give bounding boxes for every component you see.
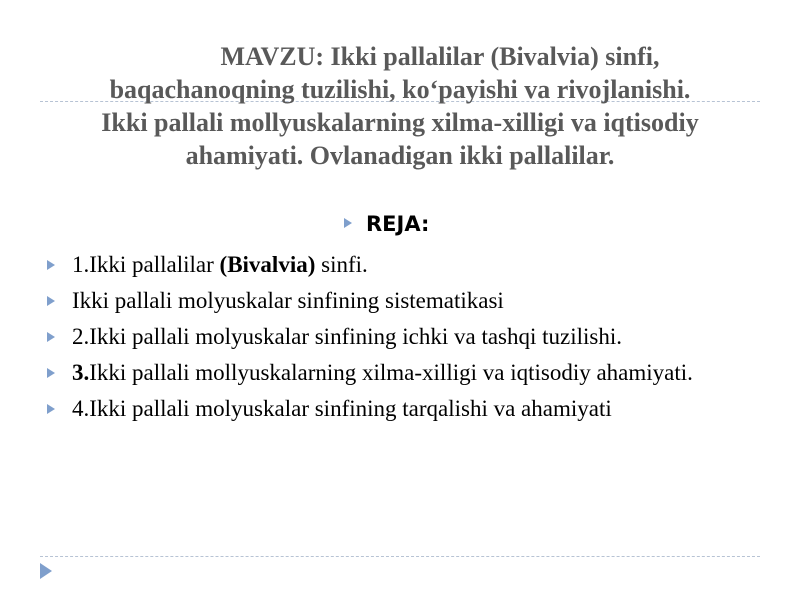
item-text-bold: (Bivalvia) [219,252,316,277]
triangle-bullet-icon [47,404,55,414]
list-item [47,286,747,316]
title-line-2: baqachanoqning tuzilishi, ko‘payishi va rivojlanishi. [109,75,691,104]
list-item [47,394,747,424]
item-text-post: sinfi. [315,252,368,277]
triangle-bullet-icon [47,332,55,342]
item-text-post: Ikki pallali mollyuskalarning xilma-xilligi va iqtisodiy ahamiyati. [89,360,693,385]
triangle-bullet-icon [47,368,55,378]
list-item [47,250,747,280]
title-line-4: ahamiyati. Ovlanadigan ikki pallalilar. [185,141,615,170]
triangle-bullet-icon [47,260,55,270]
list-item [47,322,747,352]
title-line-3: Ikki pallali mollyuskalarning xilma-xilligi va iqtisodiy [101,108,699,137]
title-line-1: MAVZU: Ikki pallalilar (Bivalvia) sinfi, [220,42,660,71]
reja-heading [344,212,429,236]
bottom-divider [40,556,760,557]
item-text-pre: 2.Ikki pallali molyuskalar sinfining ichki va tashqi tuzilishi. [72,324,623,349]
list-item [47,358,747,388]
item-text-pre: 1.Ikki pallalilar [72,252,220,277]
triangle-bullet-icon [344,218,352,228]
item-text-pre: Ikki pallali molyuskalar sinfining sistematikasi [72,288,504,313]
item-text-pre: 4.Ikki pallali molyuskalar sinfining tarqalishi va ahamiyati [72,396,612,421]
slide-title [40,40,760,172]
next-slide-arrow-icon[interactable] [40,563,52,579]
plan-list [47,250,747,430]
item-text-bold: 3. [72,360,90,385]
reja-label: REJA: [366,212,430,236]
triangle-bullet-icon [47,296,55,306]
